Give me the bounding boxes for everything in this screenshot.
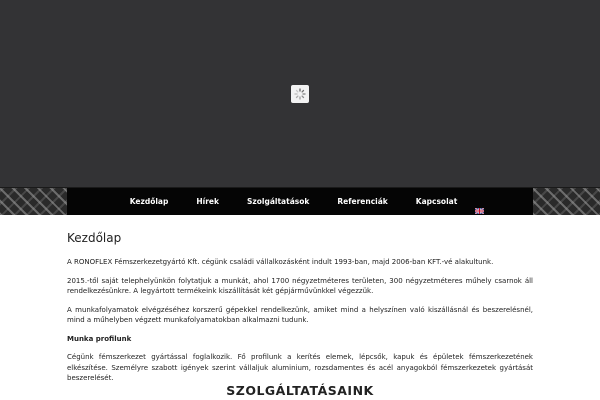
profile-subheading: Munka profilunk	[67, 334, 132, 343]
main-content	[67, 216, 533, 392]
intro-paragraph-2: 2015.-től saját telephelyünkön folytatjuk a munkát, ahol 1700 négyzetméteres területen, 300 négyzetméteres műhely csarnok áll rendelkezésünkre. A legyártott termékeink kiszállítását két gépjárművünkkel végezzük.	[67, 276, 533, 295]
loading-spinner-icon	[291, 85, 309, 103]
services-section-title: SZOLGÁLTATÁSAINK	[226, 383, 374, 398]
nav-menu	[0, 188, 600, 215]
intro-paragraph-3: A munkafolyamatok elvégzéséhez korszerű gépekkel rendelkezünk, amiket mind a helyszínen való kiszállásnál és beszerelésnél, mind a műhelyben végzett munkafolyamatokban alkalmazni tudunk.	[67, 305, 533, 324]
nav-item-referenciak[interactable]: Referenciák	[337, 197, 388, 206]
main-navigation	[0, 187, 600, 215]
nav-item-hirek[interactable]: Hírek	[196, 197, 219, 206]
nav-item-kezdolap[interactable]: Kezdőlap	[129, 197, 169, 206]
hero-banner	[0, 0, 600, 187]
intro-paragraph-1: A RONOFLEX Fémszerkezetgyártó Kft. cégünk családi vállalkozásként indult 1993-ban, majd 2006-ban KFT.-vé alakultunk.	[67, 258, 494, 266]
nav-item-szolgaltatasok[interactable]: Szolgáltatások	[246, 197, 310, 206]
profile-paragraph: Cégünk fémszerkezet gyártással foglalkozik. Fő profilunk a kerítés elemek, lépcsők, kapuk és épületek fémszerkezetének elkészítése. Személyre szabott igények szerint vállaljuk aluminium, rozsdamentes és acél anyagokból fémszerkezetek gyártását beszerelését.	[67, 353, 533, 382]
nav-item-kapcsolat[interactable]: Kapcsolat	[415, 197, 458, 206]
uk-flag-icon[interactable]	[475, 199, 484, 205]
page-title: Kezdőlap	[67, 231, 122, 245]
